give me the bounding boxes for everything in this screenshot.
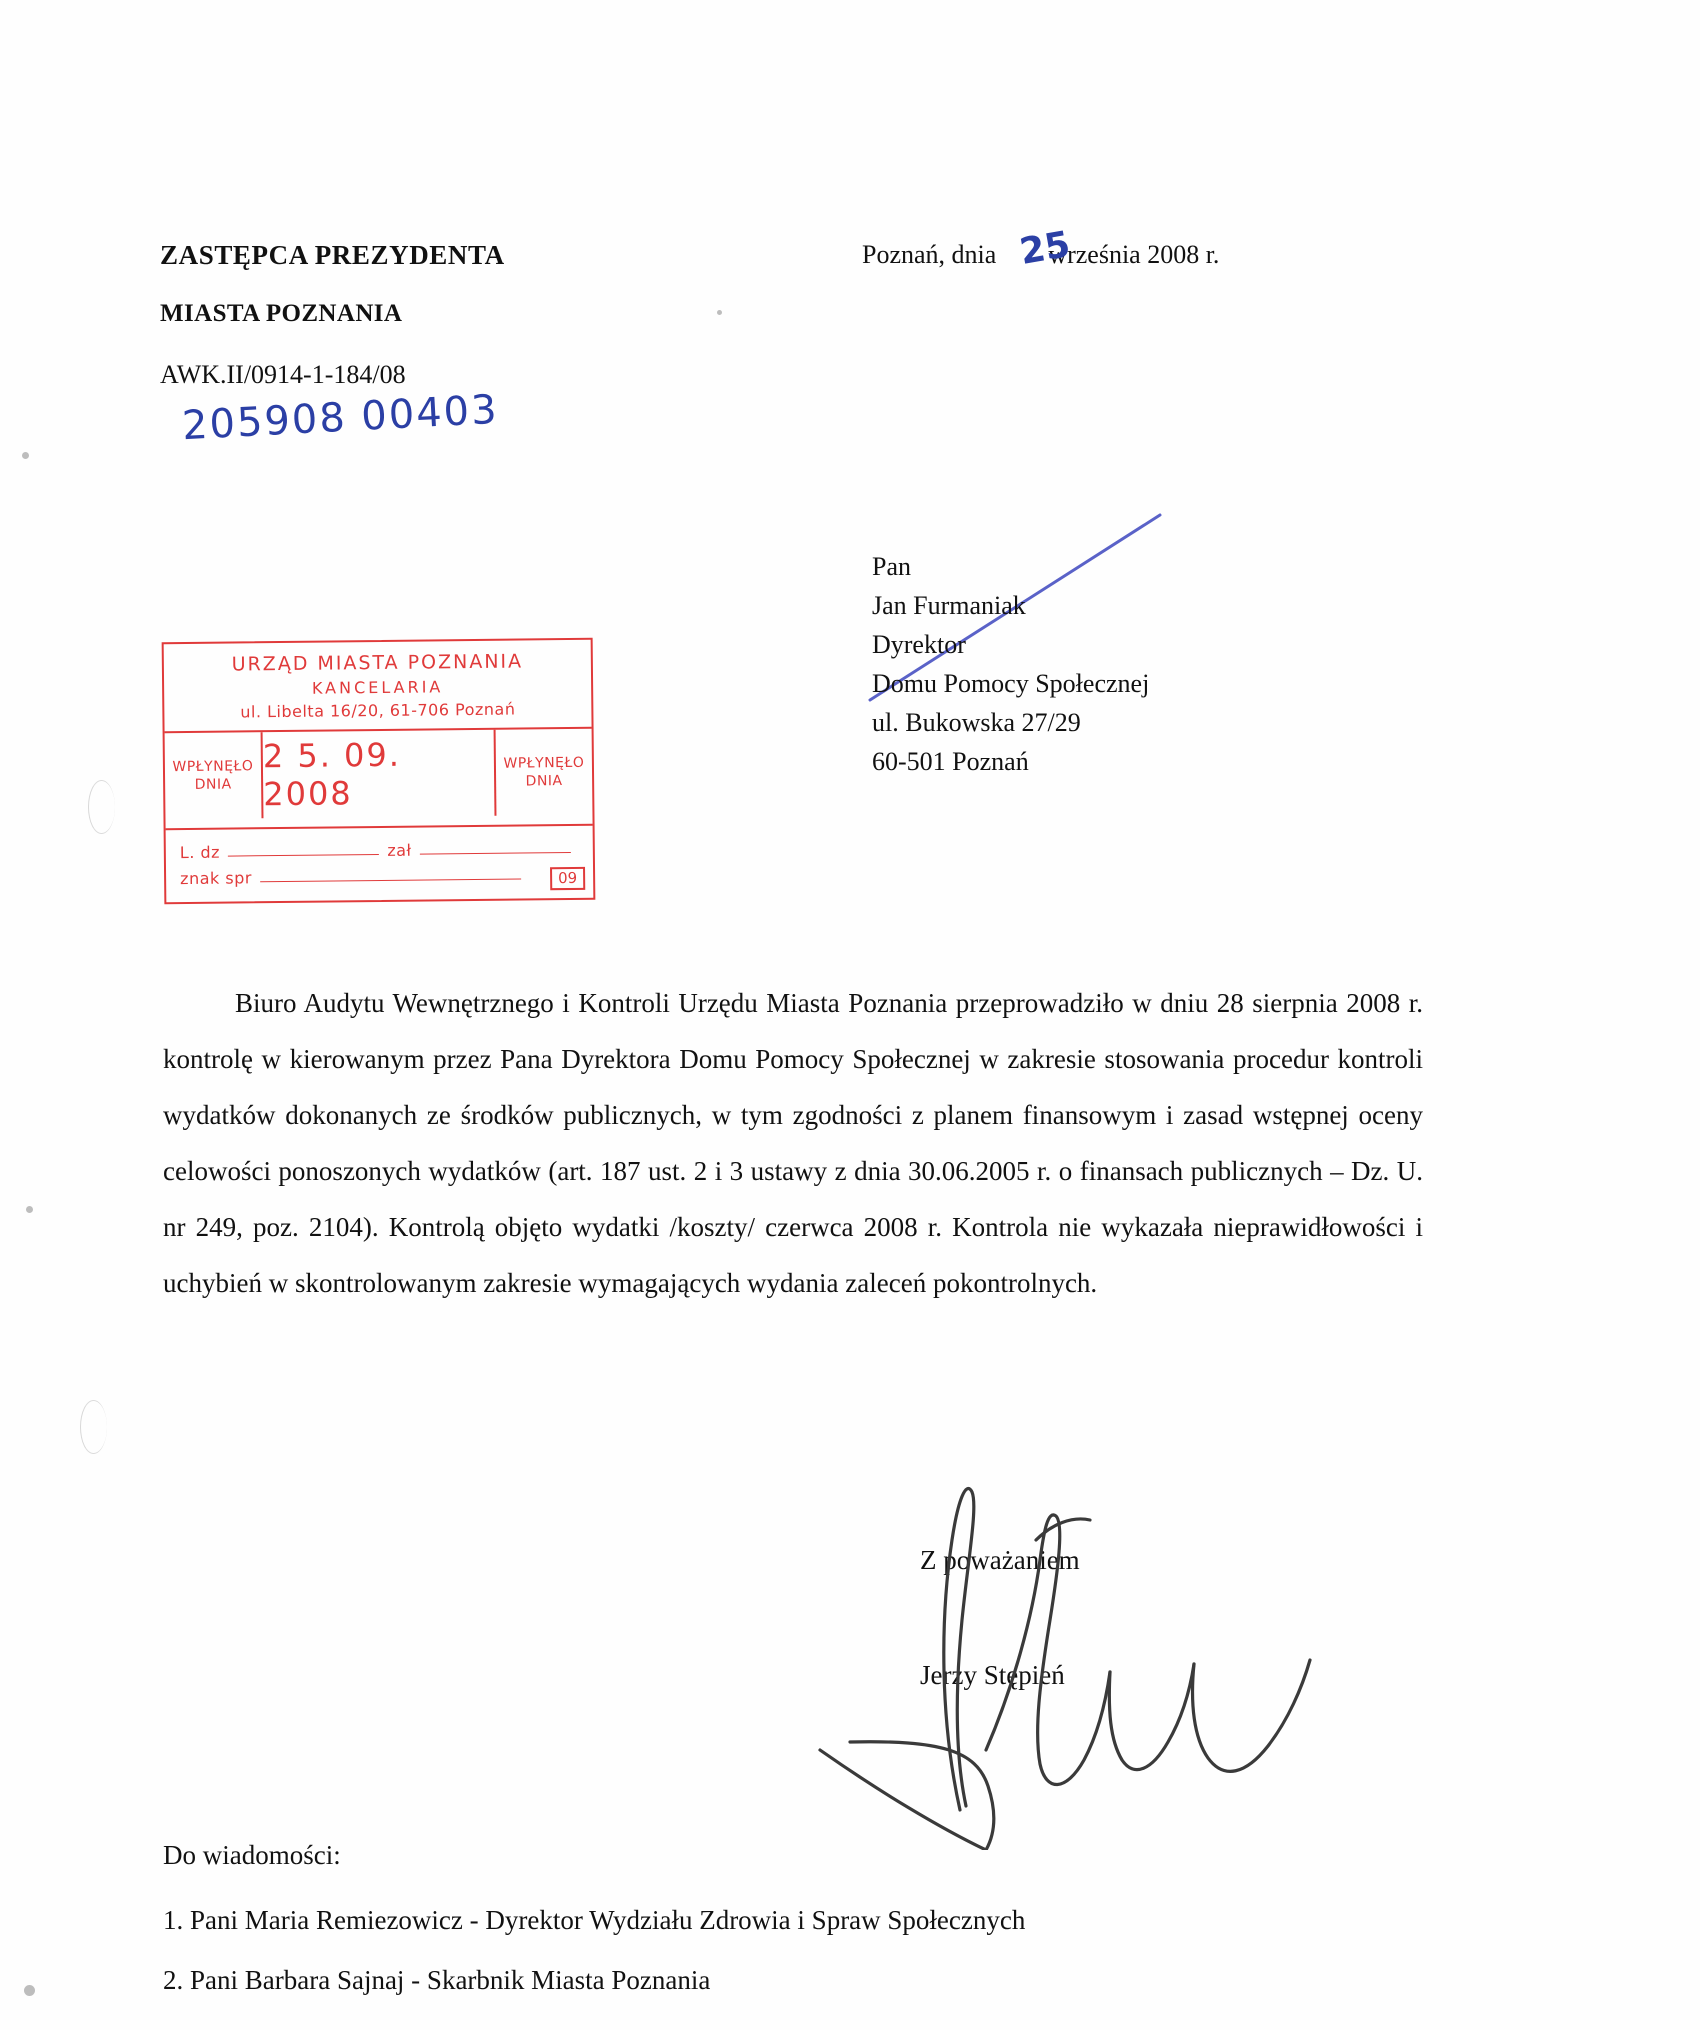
addressee-city: 60-501 Poznań (872, 747, 1029, 776)
letterhead-line-2: MIASTA POZNANIA (160, 300, 403, 327)
letterhead-line-1: ZASTĘPCA PREZYDENTA (160, 240, 505, 270)
incoming-mail-stamp (162, 638, 596, 904)
addressee-street: ul. Bukowska 27/29 (872, 708, 1081, 737)
stamp-rule-ldz (228, 853, 379, 857)
place-date-prefix: Poznań, dnia (862, 240, 997, 269)
addressee-block (872, 547, 1149, 781)
scan-speckle (26, 1206, 33, 1213)
stamp-label-ldz: L. dz (179, 842, 221, 863)
scan-speckle (717, 310, 722, 315)
cc-item-2: 2. Pani Barbara Sajnaj - Skarbnik Miasta Poznania (163, 1965, 711, 1995)
stamp-field-ldz (180, 839, 579, 862)
stamp-left-label: WPŁYNĘŁO DNIA (165, 732, 264, 819)
stamp-date: 2 5. 09. 2008 (262, 735, 402, 814)
page-fold-mark (80, 1400, 107, 1454)
cc-title: Do wiadomości: (163, 1840, 341, 1870)
place-date-suffix: września 2008 r. (1048, 240, 1220, 269)
scan-speckle (22, 452, 29, 459)
addressee-position: Dyrektor (872, 630, 966, 659)
handwritten-registration-number: 205908 00403 (181, 386, 500, 450)
handwritten-signature (790, 1420, 1350, 1850)
stamp-rule-zal (420, 851, 571, 855)
stamp-label-zal: zał (387, 840, 412, 860)
stamp-rule-znakspr (260, 878, 521, 883)
reference-number: AWK.II/0914-1-184/08 (160, 360, 406, 389)
valediction: Z poważaniem (920, 1545, 1080, 1575)
stamp-middle-row (165, 729, 593, 819)
scan-speckle (24, 1985, 35, 1996)
stamp-title: URZĄD MIASTA POZNANIA (231, 650, 524, 676)
stamp-subtitle: KANCELARIA (311, 677, 444, 698)
cc-item-1: 1. Pani Maria Remiezowicz - Dyrektor Wydziału Zdrowia i Spraw Społecznych (163, 1905, 1026, 1935)
stamp-field-znakspr (180, 865, 579, 888)
addressee-institution: Domu Pomocy Społecznej (872, 669, 1150, 698)
stamp-box-number: 09 (550, 867, 585, 890)
stamp-right-label: WPŁYNĘŁO DNIA (494, 729, 593, 816)
stamp-fields (166, 826, 594, 888)
stamp-address: ul. Libelta 16/20, 61-706 Poznań (240, 699, 516, 722)
letter-body: Biuro Audytu Wewnętrznego i Kontroli Urzędu Miasta Poznania przeprowadziło w dniu 28 sierpnia 2008 r. kontrolę w kierowanym przez Pana Dyrektora Domu Pomocy Społecznej w zakresie stosowania procedur kontroli wydatków dokonanych ze środków publicznych, w tym zgodności z planem finansowym i zasad wstępnej oceny celowości ponoszonych wydatków (art. 187 ust. 2 i 3 ustawy z dnia 30.06.2005 r. o finansach publicznych – Dz. U. nr 249, poz. 2104). Kontrolą objęto wydatki /koszty/ czerwca 2008 r. Kontrola nie wykazała nieprawidłowości i uchybień w skontrolowanym zakresie wymagających wydania zaleceń pokontrolnych. (163, 988, 1423, 1298)
handwritten-day: 25 (1016, 223, 1074, 274)
addressee-salutation: Pan (872, 552, 911, 581)
stamp-label-znakspr: znak spr (180, 868, 252, 889)
signer-name: Jerzy Stępień (920, 1660, 1065, 1690)
page-fold-mark (88, 780, 115, 834)
addressee-name: Jan Furmaniak (872, 591, 1026, 620)
